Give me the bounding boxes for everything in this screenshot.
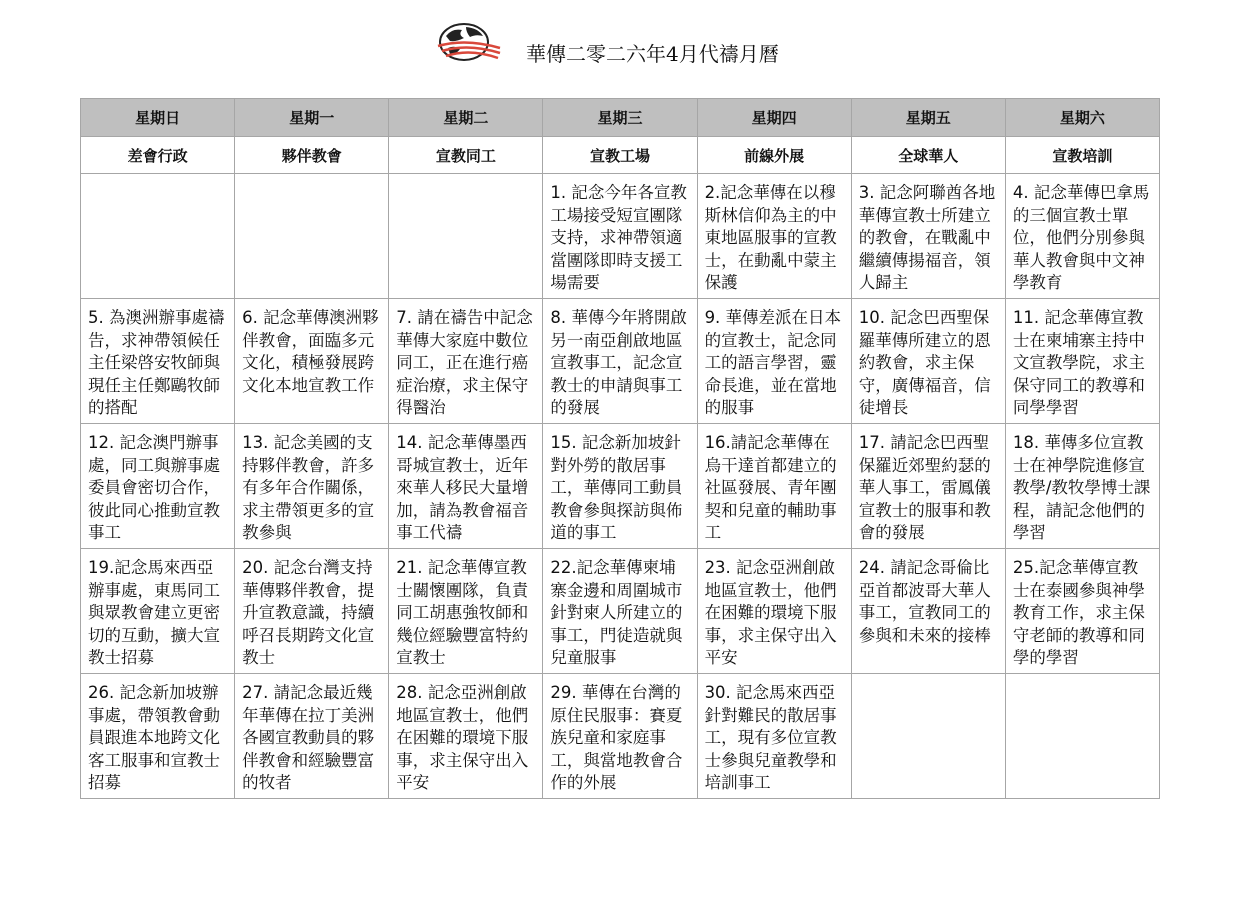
theme-header: 夥伴教會: [235, 137, 389, 174]
day-cell: [235, 549, 389, 674]
day-entry: 22.記念華傳柬埔寨金邊和周圍城市針對柬人所建立的事工，門徒造就與兒童服事: [550, 558, 683, 667]
day-entry: 18. 華傳多位宣教士在神學院進修宣教學/教牧學博士課程，請記念他們的學習: [1012, 433, 1151, 542]
theme-header: 宣教培訓: [1005, 137, 1159, 174]
day-entry: 28. 記念亞洲創啟地區宣教士，他們在困難的環境下服事，求主保守出入平安: [396, 683, 529, 792]
day-cell: [697, 299, 851, 424]
day-entry: 24. 請記念哥倫比亞首都波哥大華人事工，宣教同工的參與和未來的接棒: [858, 558, 991, 645]
weekday-header-row: [81, 99, 1160, 137]
day-cell: [389, 674, 543, 799]
day-entry: 27. 請記念最近幾年華傳在拉丁美洲各國宣教動員的夥伴教會和經驗豐富的牧者: [242, 683, 375, 792]
day-entry: 17. 請記念巴西聖保羅近郊聖約瑟的華人事工，雷鳳儀宣教士的服事和教會的發展: [858, 433, 991, 542]
day-entry: 2.記念華傳在以穆斯林信仰為主的中東地區服事的宣教士，在動亂中蒙主保護: [704, 183, 837, 292]
day-entry: 16.請記念華傳在烏干達首都建立的社區發展、青年團契和兒童的輔助事工: [704, 433, 837, 542]
weekday-header: 星期四: [697, 99, 851, 137]
day-cell: [543, 424, 697, 549]
day-cell: [1005, 674, 1159, 799]
weekday-header: 星期一: [235, 99, 389, 137]
day-cell: [543, 674, 697, 799]
day-entry: 9. 華傳差派在日本的宣教士，記念同工的語言學習，靈命長進，並在當地的服事: [704, 308, 842, 417]
day-entry: 23. 記念亞洲創啟地區宣教士，他們在困難的環境下服事，求主保守出入平安: [704, 558, 837, 667]
day-entry: 3. 記念阿聯酋各地華傳宣教士所建立的教會，在戰亂中繼續傳揚福音，領人歸主: [858, 183, 996, 292]
prayer-calendar-table: [80, 98, 1160, 799]
day-entry: 4. 記念華傳巴拿馬的三個宣教士單位，他們分別參與華人教會與中文神學教育: [1012, 183, 1150, 292]
day-cell: [81, 549, 235, 674]
day-cell: [389, 549, 543, 674]
day-cell: [1005, 299, 1159, 424]
theme-header: 宣教同工: [389, 137, 543, 174]
day-entry: 12. 記念澳門辦事處，同工與辦事處委員會密切合作，彼此同心推動宣教事工: [88, 433, 220, 542]
theme-header: 差會行政: [81, 137, 235, 174]
day-entry: 15. 記念新加坡針對外勞的散居事工，華傳同工動員教會參與探訪與佈道的事工: [550, 433, 683, 542]
globe-logo-icon: [436, 22, 502, 64]
day-entry: 25.記念華傳宣教士在泰國參與神學教育工作，求主保守老師的教導和同學的學習: [1012, 558, 1145, 667]
day-entry: 13. 記念美國的支持夥伴教會，許多有多年合作關係，求主帶領更多的宣教參與: [242, 433, 375, 542]
day-entry: 10. 記念巴西聖保羅華傳所建立的恩約教會，求主保守，廣傳福音，信徒增長: [858, 308, 991, 417]
weekday-header: 星期五: [851, 99, 1005, 137]
day-entry: 1. 記念今年各宣教工場接受短宣團隊支持，求神帶領適當團隊即時支援工場需要: [550, 183, 687, 292]
theme-header: 全球華人: [851, 137, 1005, 174]
day-entry: 20. 記念台灣支持華傳夥伴教會，提升宣教意識，持續呼召長期跨文化宣教士: [242, 558, 375, 667]
day-entry: 7. 請在禱告中記念華傳大家庭中數位同工，正在進行癌症治療，求主保守得醫治: [396, 308, 533, 417]
day-cell: [81, 424, 235, 549]
day-entry: 11. 記念華傳宣教士在柬埔寨主持中文宣教學院，求主保守同工的教導和同學學習: [1012, 308, 1145, 417]
week-row: [81, 299, 1160, 424]
day-cell: [851, 299, 1005, 424]
day-entry: 19.記念馬來西亞辦事處，東馬同工與眾教會建立更密切的互動，擴大宣教士招募: [88, 558, 220, 667]
page-title: 華傳二零二六年4月代禱月曆: [526, 42, 779, 66]
day-cell: [1005, 174, 1159, 299]
day-cell: [543, 299, 697, 424]
weekday-header: 星期二: [389, 99, 543, 137]
day-cell: [389, 424, 543, 549]
day-cell: [1005, 424, 1159, 549]
day-cell: [851, 674, 1005, 799]
day-cell: [697, 549, 851, 674]
day-cell: [81, 674, 235, 799]
day-cell: [851, 174, 1005, 299]
weekday-header: 星期日: [81, 99, 235, 137]
day-cell: [1005, 549, 1159, 674]
day-entry: 5. 為澳洲辦事處禱告，求神帶領候任主任梁啓安牧師與現任主任鄭鷗牧師的搭配: [88, 308, 225, 417]
day-cell: [389, 299, 543, 424]
day-entry: 14. 記念華傳墨西哥城宣教士，近年來華人移民大量增加，請為教會福音事工代禱: [396, 433, 529, 542]
day-entry: 8. 華傳今年將開啟另一南亞創啟地區宣教事工，記念宣教士的申請與事工的發展: [550, 308, 687, 417]
weekday-header: 星期六: [1005, 99, 1159, 137]
week-row: [81, 174, 1160, 299]
day-cell: [697, 674, 851, 799]
day-cell: [81, 174, 235, 299]
page-header: [0, 0, 1238, 98]
theme-header-row: [81, 137, 1160, 174]
day-entry: 21. 記念華傳宣教士關懷團隊，負責同工胡惠強牧師和幾位經驗豐富特約宣教士: [396, 558, 529, 667]
theme-header: 前線外展: [697, 137, 851, 174]
day-cell: [235, 424, 389, 549]
weekday-header: 星期三: [543, 99, 697, 137]
day-cell: [851, 424, 1005, 549]
day-cell: [235, 174, 389, 299]
day-cell: [697, 424, 851, 549]
week-row: [81, 674, 1160, 799]
day-cell: [235, 674, 389, 799]
week-row: [81, 549, 1160, 674]
day-cell: [851, 549, 1005, 674]
day-cell: [235, 299, 389, 424]
theme-header: 宣教工場: [543, 137, 697, 174]
day-entry: 26. 記念新加坡辦事處，帶領教會動員跟進本地跨文化客工服事和宣教士招募: [88, 683, 220, 792]
day-cell: [389, 174, 543, 299]
day-cell: [697, 174, 851, 299]
day-cell: [543, 549, 697, 674]
day-cell: [81, 299, 235, 424]
week-row: [81, 424, 1160, 549]
day-entry: 30. 記念馬來西亞針對難民的散居事工，現有多位宣教士參與兒童教學和培訓事工: [704, 683, 837, 792]
day-cell: [543, 174, 697, 299]
day-entry: 29. 華傳在台灣的原住民服事：賽夏族兒童和家庭事工，與當地教會合作的外展: [550, 683, 683, 792]
day-entry: 6. 記念華傳澳洲夥伴教會，面臨多元文化，積極發展跨文化本地宣教工作: [242, 308, 379, 395]
